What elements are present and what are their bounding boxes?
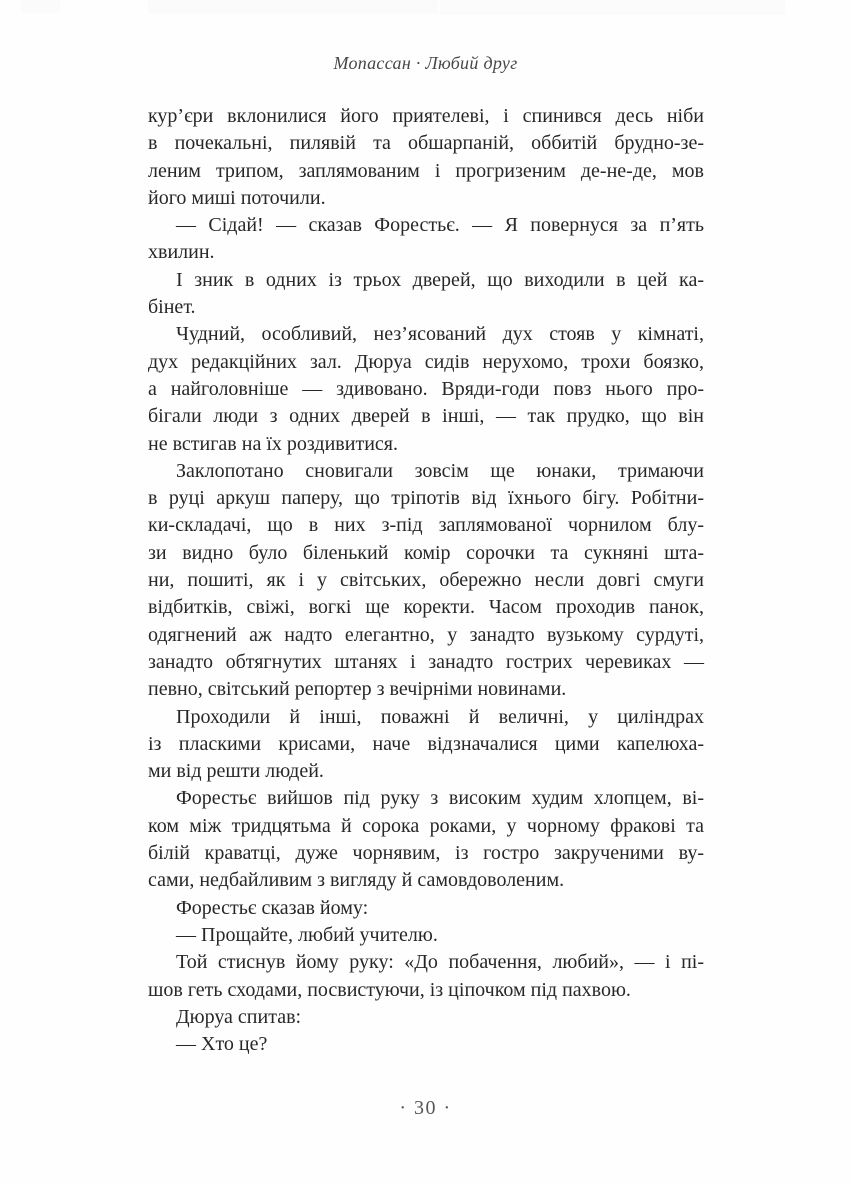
text-line: відбитків, свіжі, вогкі ще коректи. Часом проходив панок,: [148, 596, 704, 619]
text-line: ки-складачі, що в них з-під заплямованої чорнилом блу-: [148, 514, 704, 537]
text-line: білій краватці, дуже чорнявим, із гостро закрученими ву-: [148, 842, 704, 865]
text-line: кур’єри вклонилися його приятелеві, і спинився десь ніби: [148, 105, 704, 127]
text-line: не встигав на їх роздивитися.: [148, 432, 398, 455]
text-block: [148, 103, 704, 1058]
text-line: Той стиснув йому руку: «До побачення, любий», — і пі-: [176, 951, 704, 974]
text-line: в почекальні, пилявій та обшарпаній, оббитій брудно-зе-: [148, 132, 704, 155]
text-line: бігали люди з одних дверей в інші, — так прудко, що він: [148, 405, 704, 428]
text-line: із пласкими крисами, наче відзначалися цими капелюха-: [148, 732, 704, 755]
text-line: шов геть сходами, посвистуючи, із ціпочком під пахвою.: [148, 978, 631, 1001]
text-line: ком між тридцятьма й сорока роками, у чорному фракові та: [148, 814, 704, 837]
text-line: сами, недбайливим з вигляду й самовдоволеним.: [148, 869, 565, 892]
text-line: Форестьє сказав йому:: [176, 896, 369, 919]
text-line: хвилин.: [148, 241, 215, 264]
text-line: зи видно було біленький комір сорочки та сукняні шта-: [148, 541, 704, 564]
text-line: — Прощайте, любий учителю.: [176, 923, 438, 946]
scan-artifact: [148, 0, 438, 14]
text-line: Проходили й інші, поважні й величні, у циліндрах: [176, 705, 704, 728]
text-line: ни, пошиті, як і у світських, обережно несли довгі смуги: [148, 569, 704, 592]
scan-artifact: [440, 0, 785, 15]
text-line: бінет.: [148, 296, 196, 319]
scan-artifact: [22, 0, 60, 13]
text-line: Заклопотано сновигали зовсім ще юнаки, тримаючи: [176, 459, 704, 482]
text-line: Чудний, особливий, нез’ясований дух стояв у кімнаті,: [176, 323, 704, 346]
text-line: — Хто це?: [176, 1033, 268, 1056]
text-line: одягнений аж надто елегантно, у занадто вузькому сурдуті,: [148, 623, 704, 646]
text-line: дух редакційних зал. Дюруа сидів нерухомо, трохи боязко,: [148, 350, 704, 373]
text-line: — Сідай! — сказав Форестьє. — Я повернуся за п’ять: [176, 214, 704, 237]
text-line: леним трипом, заплямованим і прогризеним де-не-де, мов: [148, 159, 704, 182]
text-line: в руці аркуш паперу, що тріпотів від їхнього бігу. Робітни-: [148, 487, 704, 510]
running-header: Мопассан · Любий друг: [333, 53, 518, 73]
text-line: Форестьє вийшов під руку з високим худим хлопцем, ві-: [176, 787, 704, 810]
text-line: його миші поточили.: [148, 186, 326, 209]
text-line: Дюруа спитав:: [176, 1005, 302, 1028]
text-line: а найголовніше — здивовано. Вряди-годи повз нього про-: [148, 377, 704, 400]
text-line: певно, світський репортер з вечірніми новинами.: [148, 678, 567, 701]
text-line: ми від решти людей.: [148, 760, 324, 783]
text-line: занадто обтягнутих штанях і занадто гострих черевиках —: [148, 650, 704, 673]
text-line: І зник в одних із трьох дверей, що виходили в цей ка-: [176, 268, 704, 291]
page-number: · 30 ·: [399, 1097, 452, 1119]
